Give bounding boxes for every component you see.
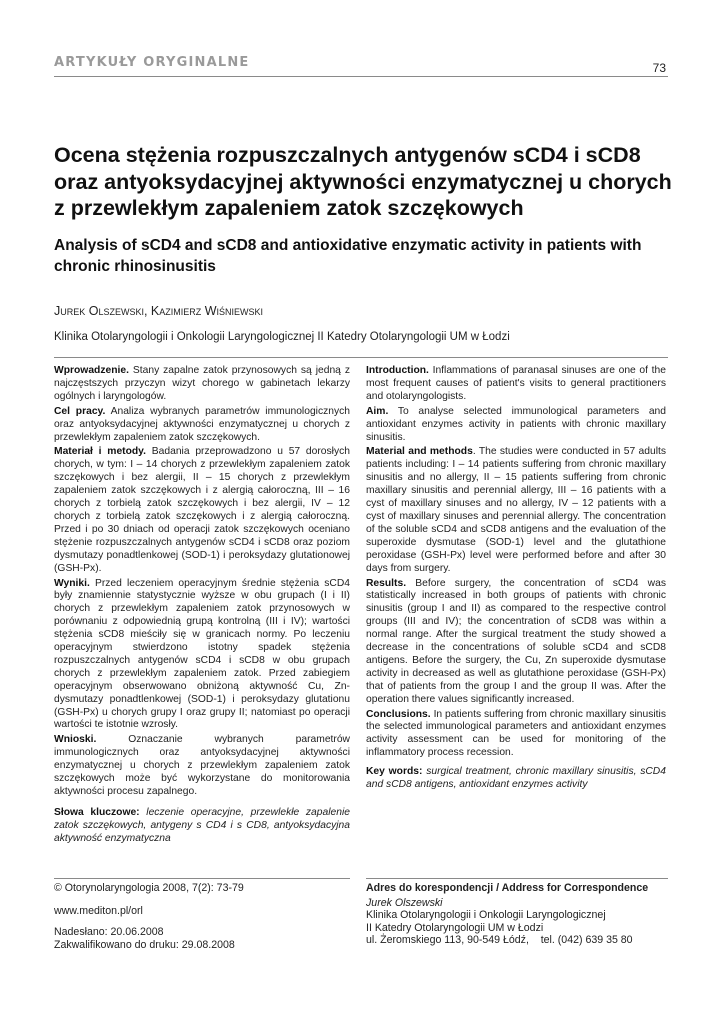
section-label: Wprowadzenie. xyxy=(54,365,129,376)
keywords-label: Key words: xyxy=(366,766,423,778)
abstract-en-methods xyxy=(366,446,666,575)
section-text: . The studies were conducted in 57 adults patients including: I – 14 patients suffering from chronic maxillary sinusitis and no allergy, II – 15 patients suffering from chronic maxillary sinusitis and perennial allergy, III – 16 patients with a cyst of maxillary sinuses and no allergy, IV – 12 patients with a cyst of maxillary sinuses and perennial allergy. The concentration of the soluble sCD4 and sCD8 antigens and the evaluation of the superoxide dysmutase (SOD-1) level and the glutathione peroxidase (GSH-Px) level were performed before and after 30 days from surgery. xyxy=(366,446,666,574)
section-label: Materiał i metody. xyxy=(54,446,147,458)
abstract-en-aim xyxy=(366,406,666,445)
page-number: 73 xyxy=(652,61,666,75)
correspondence-line-2: II Katedry Otolaryngologii UM w Łodzi xyxy=(366,921,544,934)
abstract-en-results xyxy=(366,578,666,707)
section-label: Wnioski. xyxy=(54,734,97,746)
journal-website-link[interactable]: www.mediton.pl/orl xyxy=(54,904,143,917)
section-text: Stany zapalne zatok przynosowych są jedną z najczęstszych przyczyn wizyt chorego w gabinetach lekarzy ogólnych i laryngologów. xyxy=(54,365,350,402)
publication-info xyxy=(54,882,350,951)
abstract-pl-methods xyxy=(54,446,350,575)
abstract-pl-results xyxy=(54,578,350,733)
section-label: Material and methods xyxy=(366,446,473,458)
header-rule xyxy=(54,76,668,77)
abstract-en-conclusions xyxy=(366,709,666,761)
section-text: Przed leczeniem operacyjnym średnie stężenia sCD4 były znamiennie statystycznie wyższe w obu grupach (I i II) chorych z przewlekłym zapaleniem zatok przynosowych w porównaniu z odpowiednią grupą kontrolną (III i IV); wartości stężenia sCD8 mieściły się w granicach normy. Po leczeniu operacyjnym stwierdzono istotny spadek stężenia rozpuszczalnych antygenów sCD4 i sCD8 w obu grupach chorych z przewlekłym zapaleniem zatok. Przed zabiegiem operacyjnym obserwowano obniżoną aktywność Cu, Zn-dysmutazy ponadtlenkowej (SOD-1) i peroksydazy glutationu (GSH-Px) u chorych grupy I oraz grupy II; natomiast po operacji wartości te istotnie wzrosły. xyxy=(54,577,350,731)
correspondence-heading: Adres do korespondencji / Address for Correspondence xyxy=(366,882,649,894)
article-title-english: Analysis of sCD4 and sCD8 and antioxidative enzymatic activity in patients with chronic rhinosinusitis xyxy=(54,237,642,275)
section-label: ARTYKUŁY ORYGINALNE xyxy=(54,55,250,70)
section-text: Before surgery, the concentration of sCD4 was statistically increased in both groups of patients with chronic sinusitis (group I and II) as compared to the respective control groups (III and IV); the concentration of sCD8 was within a normal range. After the surgical treatment the study showed a decrease in the concentrations of soluble sCD4 and sCD8 antigens. Before the surgery, the Cu, Zn superoxide dysmutase activity in decreased as well as glutathione peroxidase (GSH-Px) that of patients from the group I and the group II was. After the operation there values significantly increased. xyxy=(366,577,666,705)
section-text: Analiza wybranych parametrów immunologicznych oraz antyoksydacyjnej aktywności enzymatycznej u chorych z przewlekłym zapaleniem zatok szczękowych. xyxy=(54,405,350,443)
abstract-pl-conclusions xyxy=(54,734,350,799)
abstract-pl-introduction xyxy=(54,365,350,404)
section-text: Badania przeprowadzono u 57 dorosłych chorych, w tym: I – 14 chorych z przewlekłym zapaleniem zatok szczękowych i bez alergii, II – 15 chorych z przewlekłym zapaleniem zatok szczękowych i z alergią całoroczną, III – 16 chorych z torbielą zatok szczękowych i bez alergii, IV – 12 chorych z torbielą zatok szczękowych i z alergią całoroczną. Przed i po 30 dniach od operacji zatok szczękowych oceniano stężenie rozpuszczalnych antygenów sCD4 i sCD8 oraz poziom dysmutazy ponadtlenkowej (SOD-1) i peroksydazy glutationowej (GSH-Px). xyxy=(54,446,350,574)
section-text: In patients suffering from chronic maxillary sinusitis the selected immunological parameters and antioxidant enzymes activity assessment can be used for monitoring of the inflammatory process recession. xyxy=(366,708,666,759)
copyright: © Otorynolaryngologia 2008, 7(2): 73-79 xyxy=(54,882,244,894)
authors: Jurek Olszewski, Kazimierz Wiśniewski xyxy=(54,304,264,318)
abstract-rule xyxy=(54,357,668,358)
abstract-en-introduction xyxy=(366,365,666,404)
abstract-english xyxy=(366,365,666,794)
footer-rule-right xyxy=(366,878,668,879)
section-label: Results. xyxy=(366,577,407,589)
keywords-text: surgical treatment, chronic maxillary sinusitis, sCD4 and sCD8 antigens, antioxidant enzymes activity xyxy=(366,766,666,791)
correspondence-name: Jurek Olszewski xyxy=(366,896,443,909)
section-text: Oznaczanie wybranych parametrów immunologicznych oraz antyoksydacyjnej aktywności enzymatycznej u chorych z przewlekłym zapaleniem zatok szczękowych może być wykorzystane do monitorowania aktywności procesu zapalnego. xyxy=(54,734,350,797)
section-label: Conclusions. xyxy=(366,708,431,720)
correspondence-address xyxy=(366,882,668,947)
accepted-date: Zakwalifikowano do druku: 29.08.2008 xyxy=(54,938,235,951)
correspondence-line-3: ul. Żeromskiego 113, 90-549 Łódź, tel. (042) 639 35 80 xyxy=(366,934,633,946)
section-label: Cel pracy. xyxy=(54,405,106,417)
section-text: To analyse selected immunological parameters and antioxidant enzymes activity in patients with chronic maxillary sinusitis. xyxy=(366,405,666,443)
footer-rule-left xyxy=(54,878,350,879)
keywords-label: Słowa kluczowe: xyxy=(54,806,140,818)
article-title-polish: Ocena stężenia rozpuszczalnych antygenów sCD4 i sCD8 oraz antyoksydacyjnej aktywności enzymatycznej u chorych z przewlekłym zapaleniem zatok szczękowych xyxy=(54,143,672,220)
section-label: Aim. xyxy=(366,405,389,417)
abstract-pl-keywords xyxy=(54,807,350,846)
section-label: Introduction. xyxy=(366,365,429,376)
section-label: Wyniki. xyxy=(54,577,90,589)
correspondence-line-1: Klinika Otolaryngologii i Onkologii Laryngologicznej xyxy=(366,909,606,921)
abstract-en-keywords xyxy=(366,766,666,792)
received-date: Nadesłano: 20.06.2008 xyxy=(54,926,164,938)
abstract-polish xyxy=(54,365,350,848)
keywords-text: leczenie operacyjne, przewlekłe zapalenie zatok szczękowych, antygeny s CD4 i s CD8, antyoksydacyjna aktywność enzymatyczna xyxy=(54,806,350,844)
affiliation: Klinika Otolaryngologii i Onkologii Laryngologicznej II Katedry Otolaryngologii UM w Łodzi xyxy=(54,331,510,343)
abstract-pl-aim xyxy=(54,406,350,445)
section-text: Inflammations of paranasal sinuses are one of the most frequent causes of patient's visits to general practitioners and otolaryngologists. xyxy=(366,365,666,402)
